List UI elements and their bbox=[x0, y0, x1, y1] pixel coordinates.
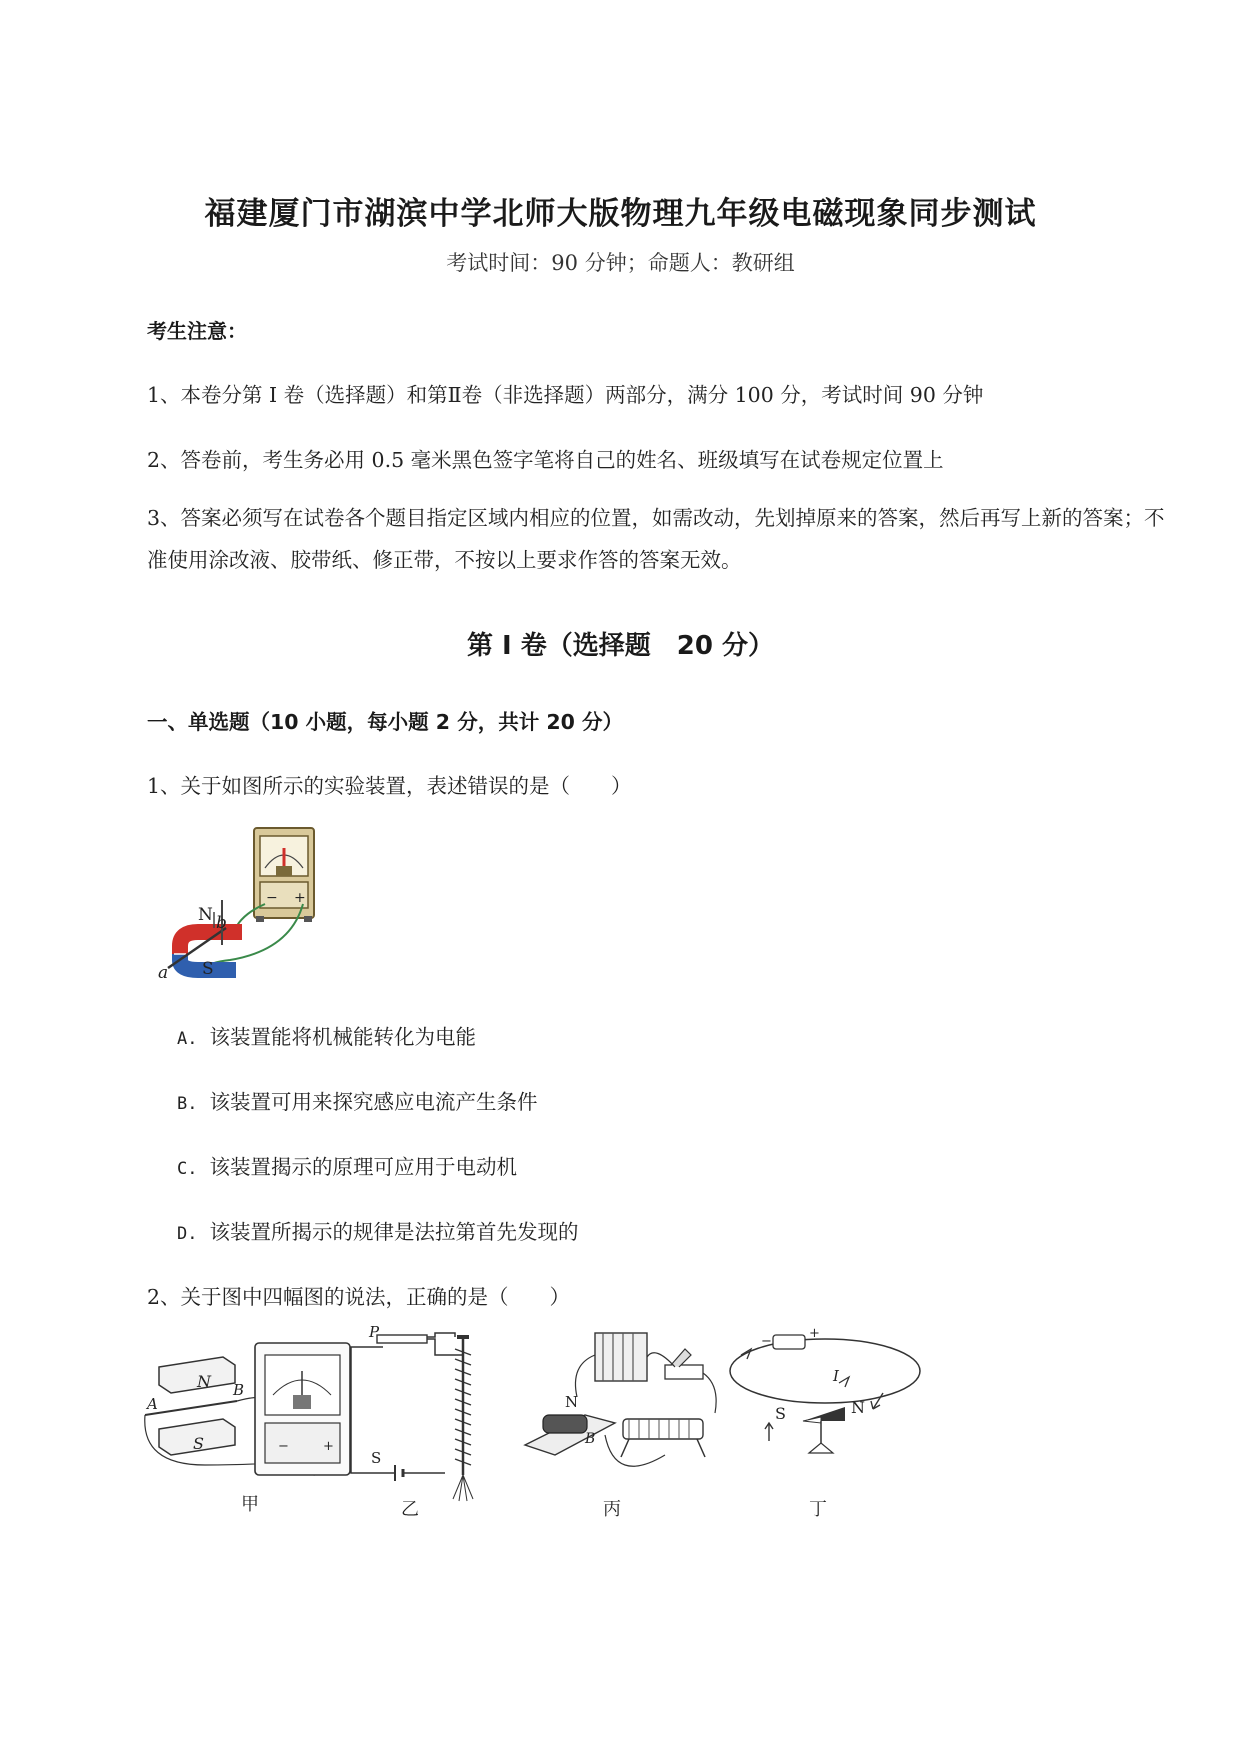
panel-label-yi: 乙 bbox=[401, 1499, 419, 1520]
q2-four-figures bbox=[145, 1323, 985, 1520]
q1-experiment-figure bbox=[158, 820, 320, 983]
label-plus: + bbox=[809, 1326, 820, 1341]
label-n: N bbox=[197, 1372, 211, 1391]
panel-label-jia: 甲 bbox=[241, 1494, 259, 1515]
option-c bbox=[177, 1150, 517, 1180]
option-a bbox=[177, 1020, 476, 1050]
option-text: 该装置所揭示的规律是法拉第首先发现的 bbox=[209, 1220, 579, 1244]
label-b: B bbox=[233, 1381, 245, 1399]
label-a: a bbox=[158, 963, 169, 983]
label-b: B bbox=[585, 1431, 596, 1447]
option-letter: B. bbox=[177, 1094, 198, 1114]
exam-info: 考试时间：90 分钟；命题人：教研组 bbox=[446, 251, 795, 275]
label-n: N bbox=[851, 1398, 865, 1417]
notice-item: 1、本卷分第 I 卷（选择题）和第Ⅱ卷（非选择题）两部分，满分 100 分，考试时间 90 分钟 bbox=[147, 383, 984, 407]
option-text: 该装置揭示的原理可应用于电动机 bbox=[209, 1155, 517, 1179]
label-n: N bbox=[565, 1393, 579, 1411]
label-s: S bbox=[193, 1434, 204, 1453]
label-i: I bbox=[833, 1367, 839, 1385]
label-n: N bbox=[198, 905, 213, 925]
svg-text:+: + bbox=[294, 890, 306, 906]
notice-item: 2、答卷前，考生务必用 0.5 毫米黑色签字笔将自己的姓名、班级填写在试卷规定位置上 bbox=[147, 448, 944, 472]
svg-text:+: + bbox=[323, 1439, 334, 1454]
panel-label-bing: 丙 bbox=[603, 1499, 621, 1520]
label-s: S bbox=[775, 1404, 786, 1423]
page-title: 福建厦门市湖滨中学北师大版物理九年级电磁现象同步测试 bbox=[204, 196, 1037, 232]
notice-item: 3、答案必须写在试卷各个题目指定区域内相应的位置，如需改动，先划掉原来的答案，然后再写上新的答案；不准使用涂改液、胶带纸、修正带，不按以上要求作答的答案无效。 bbox=[147, 506, 1165, 572]
question-stem: 2、关于图中四幅图的说法，正确的是（ ） bbox=[147, 1285, 571, 1309]
panel-label-ding: 丁 bbox=[809, 1499, 827, 1520]
section-title: 第 I 卷（选择题 20 分） bbox=[466, 631, 774, 661]
option-letter: C. bbox=[177, 1159, 198, 1179]
label-s: S bbox=[202, 959, 214, 979]
question-stem: 1、关于如图所示的实验装置，表述错误的是（ ） bbox=[147, 774, 632, 798]
part-heading: 一、单选题（10 小题，每小题 2 分，共计 20 分） bbox=[147, 710, 624, 734]
notice-heading: 考生注意： bbox=[147, 319, 247, 343]
label-b: b bbox=[216, 913, 227, 933]
option-b bbox=[177, 1085, 537, 1115]
option-text: 该装置能将机械能转化为电能 bbox=[209, 1025, 476, 1049]
figure-bing bbox=[525, 1333, 716, 1520]
label-minus: − bbox=[761, 1334, 772, 1349]
figure-jia bbox=[145, 1343, 350, 1515]
option-text: 该装置可用来探究感应电流产生条件 bbox=[209, 1090, 538, 1114]
label-a: A bbox=[147, 1395, 158, 1413]
label-s: S bbox=[371, 1449, 382, 1467]
label-p: P bbox=[369, 1323, 380, 1341]
option-letter: A. bbox=[177, 1029, 198, 1049]
figure-yi bbox=[351, 1323, 473, 1520]
svg-text:−: − bbox=[266, 890, 278, 906]
figure-ding bbox=[730, 1326, 920, 1520]
option-d bbox=[177, 1215, 578, 1245]
svg-text:−: − bbox=[278, 1439, 289, 1454]
option-letter: D. bbox=[177, 1224, 198, 1244]
